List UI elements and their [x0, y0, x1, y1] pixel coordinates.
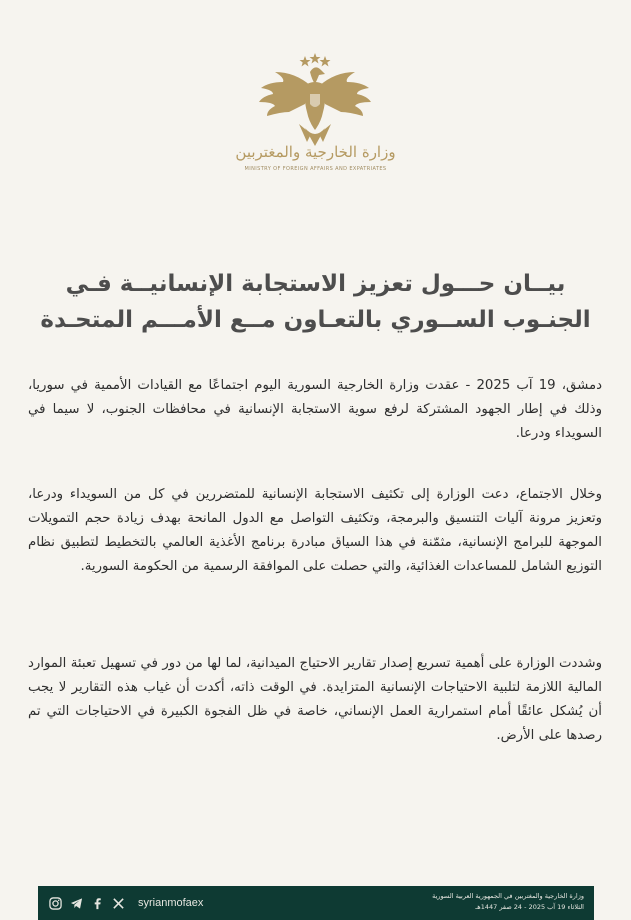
- instagram-icon[interactable]: [48, 896, 62, 910]
- social-handle[interactable]: syrianmofaex: [138, 897, 204, 909]
- telegram-icon[interactable]: [69, 896, 83, 910]
- statement-title: [30, 266, 601, 338]
- ministry-name-english: MINISTRY OF FOREIGN AFFAIRS AND EXPATRIATES: [244, 166, 387, 172]
- social-links: [48, 886, 203, 920]
- paragraph-1: دمشق، 19 آب 2025 - عقدت وزارة الخارجية السورية اليوم اجتماعًا مع القيادات الأممية في سوريا، وذلك في إطار الجهود المشتركة لرفع سوية الاستجابة الإنسانية في محافظات الجنوب، لا سيما في السويداء ودرعا.: [28, 378, 603, 441]
- footer-date-line: الثلاثاء 19 آب 2025 - 24 صفر 1447هـ: [475, 903, 584, 911]
- ministry-name-arabic: وزارة الخارجية والمغتربين: [235, 143, 396, 161]
- footer-org-line: وزارة الخارجية والمغتربين في الجمهورية العربية السورية: [432, 892, 584, 900]
- x-icon[interactable]: [111, 896, 125, 910]
- paragraph-3: وشددت الوزارة على أهمية تسريع إصدار تقارير الاحتياج الميدانية، لما لها من دور في تسهيل تعبئة الموارد المالية اللازمة لتلبية الاحتياجات الإنسانية المتزايدة. في الوقت ذاته، أكدت أن غياب هذه التقارير لا يجب أن يُشكل عائقًا أمام استمرارية العمل الإنساني، خاصة في ظل الفجوة الكبيرة في الاحتياجات التي تم رصدها على الأرض.: [28, 656, 602, 743]
- title-line-2: الجنـوب الســوري بالتعـاون مــع الأمـــم المتحـدة: [40, 307, 591, 333]
- paragraph-2: وخلال الاجتماع، دعت الوزارة إلى تكثيف الاستجابة الإنسانية للمتضررين في كل من السويداء ودرعا، وتعزيز مرونة آليات التنسيق والبرمجة، وتكثيف التواصل مع الدول المانحة بهدف زيادة حجم التمويلات الموجهة للبرامج الإنسانية، مثمّنة في هذا السياق مبادرة برنامج الأغذية العالمي بالتخطيط لتطبيق نظام التوزيع الشامل للمساعدات الغذائية، والتي حصلت على الموافقة الرسمية من الحكومة السورية.: [28, 487, 602, 574]
- facebook-icon[interactable]: [90, 896, 104, 910]
- title-line-1: بيــان حـــول تعزيز الاستجابة الإنسانيــة فـي: [65, 271, 566, 297]
- footer-bar: [38, 886, 594, 920]
- footer-info: [432, 891, 584, 913]
